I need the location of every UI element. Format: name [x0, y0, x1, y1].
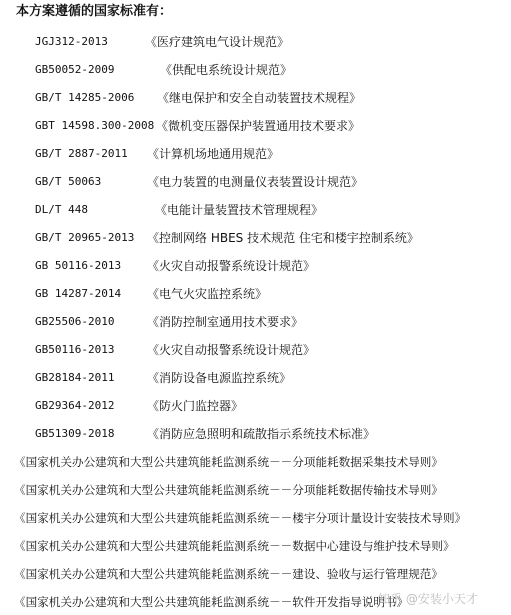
- standard-title: 《火灾自动报警系统设计规范》: [147, 343, 316, 357]
- standard-title: 《电气火灾监控系统》: [147, 287, 268, 301]
- standard-row: [0, 426, 511, 446]
- standard-row: [0, 118, 511, 138]
- standard-row: [0, 398, 511, 418]
- standard-code: GB 50116-2013: [35, 259, 122, 272]
- standard-row: [0, 370, 511, 390]
- standard-code: GB/T 14285-2006: [35, 91, 135, 104]
- standard-title: 《电能计量装置技术管理规程》: [155, 203, 324, 217]
- standard-row: [0, 286, 511, 306]
- standard-code: GB25506-2010: [35, 315, 115, 328]
- standard-title: 《微机变压器保护装置通用技术要求》: [156, 119, 361, 133]
- standard-code: GB50116-2013: [35, 343, 115, 356]
- standard-code: GBT 14598.300-2008: [35, 119, 155, 132]
- standard-code: GB 14287-2014: [35, 287, 122, 300]
- standard-row: [0, 202, 511, 222]
- standard-title: 《供配电系统设计规范》: [160, 63, 293, 77]
- page-heading: 本方案遵循的国家标准有：: [16, 4, 173, 19]
- standard-row: [0, 62, 511, 82]
- standard-title: 《电力装置的电测量仪表装置设计规范》: [147, 175, 364, 189]
- standard-code: GB/T 50063: [35, 175, 102, 188]
- standard-code: GB/T 2887-2011: [35, 147, 128, 160]
- standard-title: 《医疗建筑电气设计规范》: [145, 35, 290, 49]
- standard-code: GB28184-2011: [35, 371, 115, 384]
- long-standard-title: 《国家机关办公建筑和大型公共建筑能耗监测系统－－分项能耗数据传输技术导则》: [14, 483, 443, 497]
- standard-row: [0, 90, 511, 110]
- standard-title: 《消防应急照明和疏散指示系统技术标准》: [147, 427, 376, 441]
- standard-title: 《火灾自动报警系统设计规范》: [147, 259, 316, 273]
- standard-code: GB50052-2009: [35, 63, 115, 76]
- standard-row: [0, 146, 511, 166]
- watermark: 知乎 @安装小天才: [378, 592, 478, 606]
- standard-row: [0, 342, 511, 362]
- long-standard-title: 《国家机关办公建筑和大型公共建筑能耗监测系统－－软件开发指导说明书》: [14, 595, 409, 609]
- standard-code: DL/T 448: [35, 203, 88, 216]
- long-standard-title: 《国家机关办公建筑和大型公共建筑能耗监测系统－－楼宇分项计量设计安装技术导则》: [14, 511, 467, 525]
- standard-code: JGJ312-2013: [35, 35, 108, 48]
- standard-title: 《消防设备电源监控系统》: [147, 371, 292, 385]
- standard-row: [0, 314, 511, 334]
- standard-title: 《防火门监控器》: [147, 399, 244, 413]
- standard-code: GB51309-2018: [35, 427, 115, 440]
- standard-code: GB/T 20965-2013: [35, 231, 135, 244]
- standard-row: [0, 258, 511, 278]
- standard-code: GB29364-2012: [35, 399, 115, 412]
- standard-title: 《计算机场地通用规范》: [147, 147, 280, 161]
- standard-title: 《控制网络 HBES 技术规范 住宅和楼宇控制系统》: [147, 231, 419, 245]
- standard-title: 《消防控制室通用技术要求》: [147, 315, 304, 329]
- standard-title: 《继电保护和安全自动装置技术规程》: [157, 91, 362, 105]
- standard-row: [0, 174, 511, 194]
- standard-row: [0, 230, 511, 250]
- long-standard-title: 《国家机关办公建筑和大型公共建筑能耗监测系统－－数据中心建设与维护技术导则》: [14, 539, 455, 553]
- long-standard-title: 《国家机关办公建筑和大型公共建筑能耗监测系统－－分项能耗数据采集技术导则》: [14, 455, 443, 469]
- long-standard-title: 《国家机关办公建筑和大型公共建筑能耗监测系统－－建设、验收与运行管理规范》: [14, 567, 443, 581]
- standard-row: [0, 34, 511, 54]
